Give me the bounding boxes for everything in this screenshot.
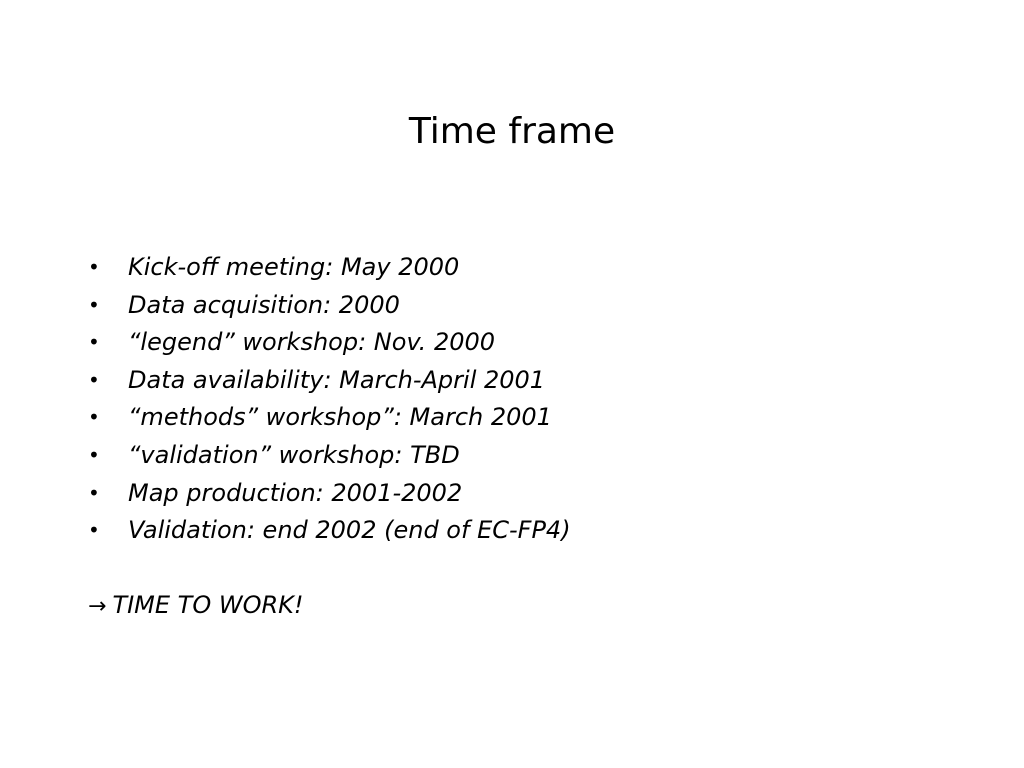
list-item-text: Data availability: March-April 2001 — [128, 365, 546, 394]
bullet-icon: • — [88, 292, 100, 317]
bullet-icon: • — [88, 367, 100, 392]
conclusion-text: TIME TO WORK! — [112, 591, 304, 619]
list-item-text: Validation: end 2002 (end of EC-FP4) — [128, 516, 571, 545]
list-item-text: Data acquisition: 2000 — [128, 290, 400, 319]
list-item-text: Map production: 2001-2002 — [128, 478, 463, 507]
slide-title: Time frame — [408, 111, 616, 152]
bullet-icon: • — [88, 480, 100, 505]
bullet-icon: • — [88, 405, 100, 430]
list-item-text: “legend” workshop: Nov. 2000 — [128, 328, 496, 357]
list-item-text: “methods” workshop”: March 2001 — [128, 403, 552, 432]
bullet-icon: • — [88, 518, 100, 543]
bullet-icon: • — [88, 442, 100, 467]
bullet-icon: • — [88, 330, 100, 355]
bullet-icon: • — [88, 255, 100, 279]
list-item-text: Kick-off meeting: May 2000 — [128, 253, 460, 281]
conclusion-line — [88, 586, 304, 624]
arrow-right-icon: → — [88, 594, 107, 619]
list-item-text: “validation” workshop: TBD — [128, 440, 460, 469]
